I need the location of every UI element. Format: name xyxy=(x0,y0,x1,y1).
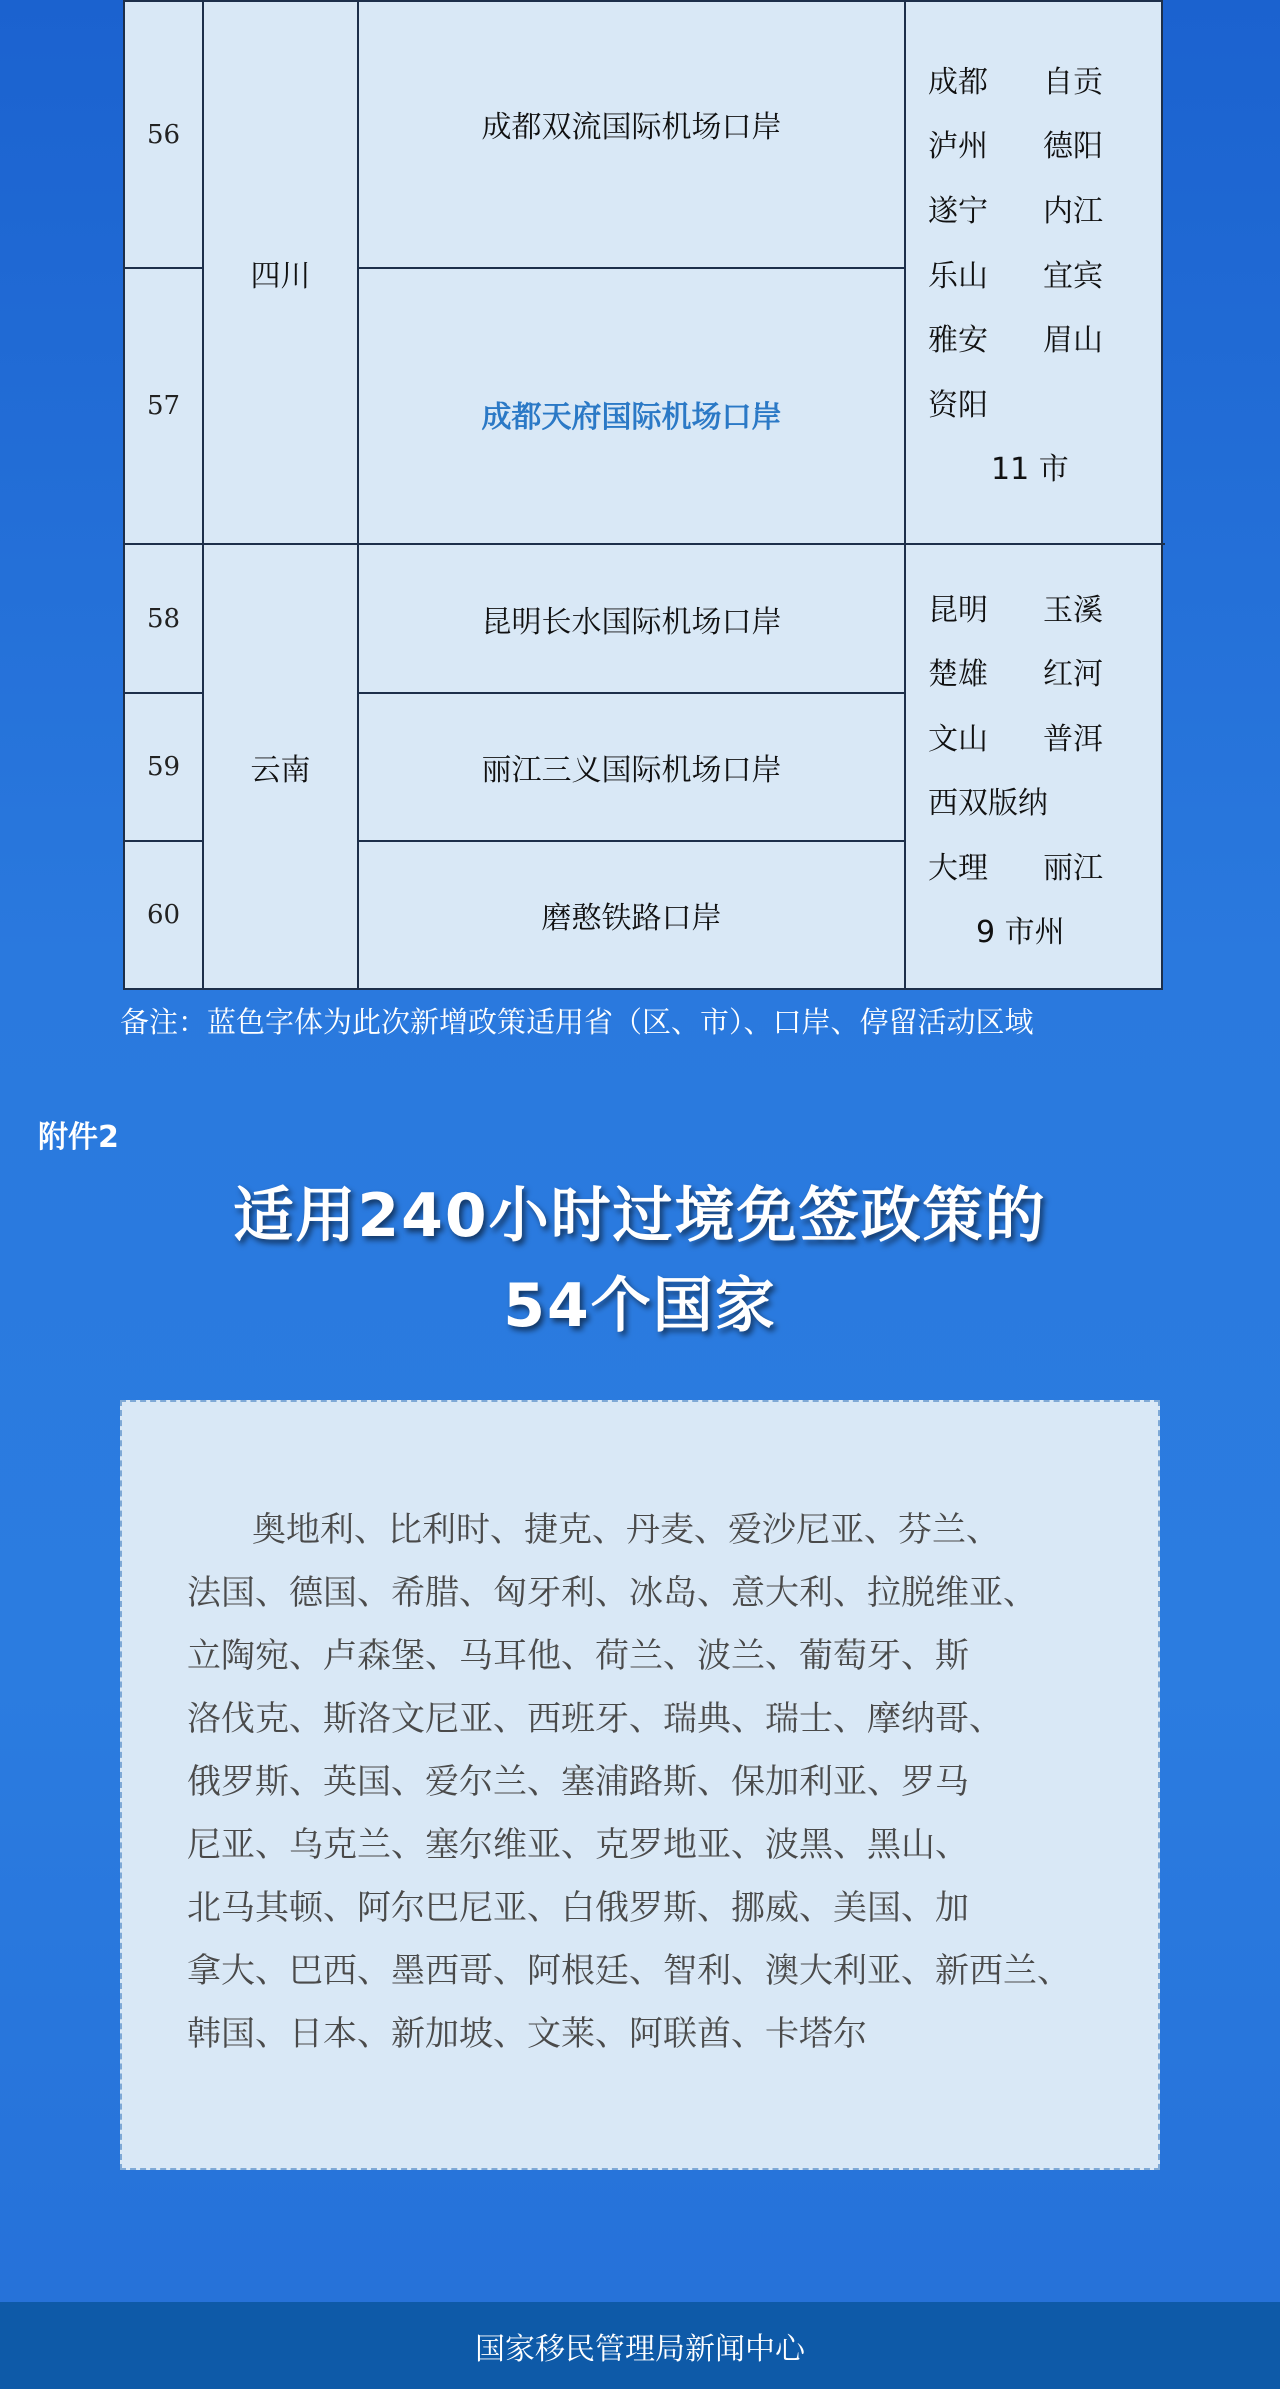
page-title-line1: 适用240小时过境免签政策的 xyxy=(233,1181,1047,1251)
city: 玉溪 xyxy=(1043,593,1103,628)
row-number: 59 xyxy=(146,752,181,782)
city: 成都 xyxy=(928,65,988,100)
city: 大理 xyxy=(928,851,988,886)
country-line: 洛伐克、斯洛文尼亚、西班牙、瑞典、瑞士、摩纳哥、 xyxy=(187,1699,1003,1739)
port-name: 成都双流国际机场口岸 xyxy=(481,109,782,145)
city: 普洱 xyxy=(1043,722,1103,757)
city: 雅安 xyxy=(928,323,988,358)
port-table xyxy=(123,0,1163,990)
country-line: 韩国、日本、新加坡、文莱、阿联酋、卡塔尔 xyxy=(187,2014,867,2054)
city-count: 9 市州 xyxy=(976,915,1065,950)
country-line: 尼亚、乌克兰、塞尔维亚、克罗地亚、波黑、黑山、 xyxy=(187,1825,969,1865)
city: 西双版纳 xyxy=(928,786,1048,821)
port-name: 昆明长水国际机场口岸 xyxy=(481,604,782,640)
row-number: 56 xyxy=(146,119,181,150)
table-note: 备注：蓝色字体为此次新增政策适用省（区、市）、口岸、停留活动区域 xyxy=(120,1005,1034,1039)
city: 乐山 xyxy=(928,259,988,294)
row-number: 57 xyxy=(146,391,181,421)
row-number: 58 xyxy=(146,603,181,634)
city: 自贡 xyxy=(1043,65,1103,100)
city: 昆明 xyxy=(928,593,988,628)
footer-source: 国家移民管理局新闻中心 xyxy=(0,2302,1280,2389)
yunnan-cities xyxy=(906,545,1161,988)
country-line: 奥地利、比利时、捷克、丹麦、爱沙尼亚、芬兰、 xyxy=(252,1510,1000,1550)
page-title-line2: 54个国家 xyxy=(503,1271,777,1341)
port-name: 丽江三义国际机场口岸 xyxy=(481,753,782,788)
country-line: 北马其顿、阿尔巴尼亚、白俄罗斯、挪威、美国、加 xyxy=(187,1888,969,1928)
city: 宜宾 xyxy=(1043,259,1103,294)
country-line: 俄罗斯、英国、爱尔兰、塞浦路斯、保加利亚、罗马 xyxy=(187,1762,969,1802)
country-list-box xyxy=(120,1400,1160,2170)
sichuan-cities xyxy=(906,2,1161,543)
province-yunnan: 云南 xyxy=(250,752,311,788)
city: 楚雄 xyxy=(928,657,988,692)
country-line: 法国、德国、希腊、匈牙利、冰岛、意大利、拉脱维亚、 xyxy=(187,1573,1037,1613)
port-name-new: 成都天府国际机场口岸 xyxy=(481,400,782,435)
city-count: 11 市 xyxy=(991,452,1069,487)
country-line: 立陶宛、卢森堡、马耳他、荷兰、波兰、葡萄牙、斯 xyxy=(187,1636,969,1676)
city: 资阳 xyxy=(928,388,988,423)
attachment-label: 附件2 xyxy=(38,1120,119,1155)
city: 内江 xyxy=(1043,194,1103,229)
country-line: 拿大、巴西、墨西哥、阿根廷、智利、澳大利亚、新西兰、 xyxy=(187,1951,1071,1991)
city: 遂宁 xyxy=(928,194,988,229)
city: 红河 xyxy=(1043,657,1103,692)
city: 泸州 xyxy=(928,129,988,164)
city: 丽江 xyxy=(1043,851,1103,886)
province-sichuan: 四川 xyxy=(250,258,311,294)
row-number: 60 xyxy=(146,900,181,930)
city: 德阳 xyxy=(1043,129,1103,164)
city: 文山 xyxy=(928,722,988,757)
port-name: 磨憨铁路口岸 xyxy=(541,901,722,936)
city: 眉山 xyxy=(1043,323,1103,358)
